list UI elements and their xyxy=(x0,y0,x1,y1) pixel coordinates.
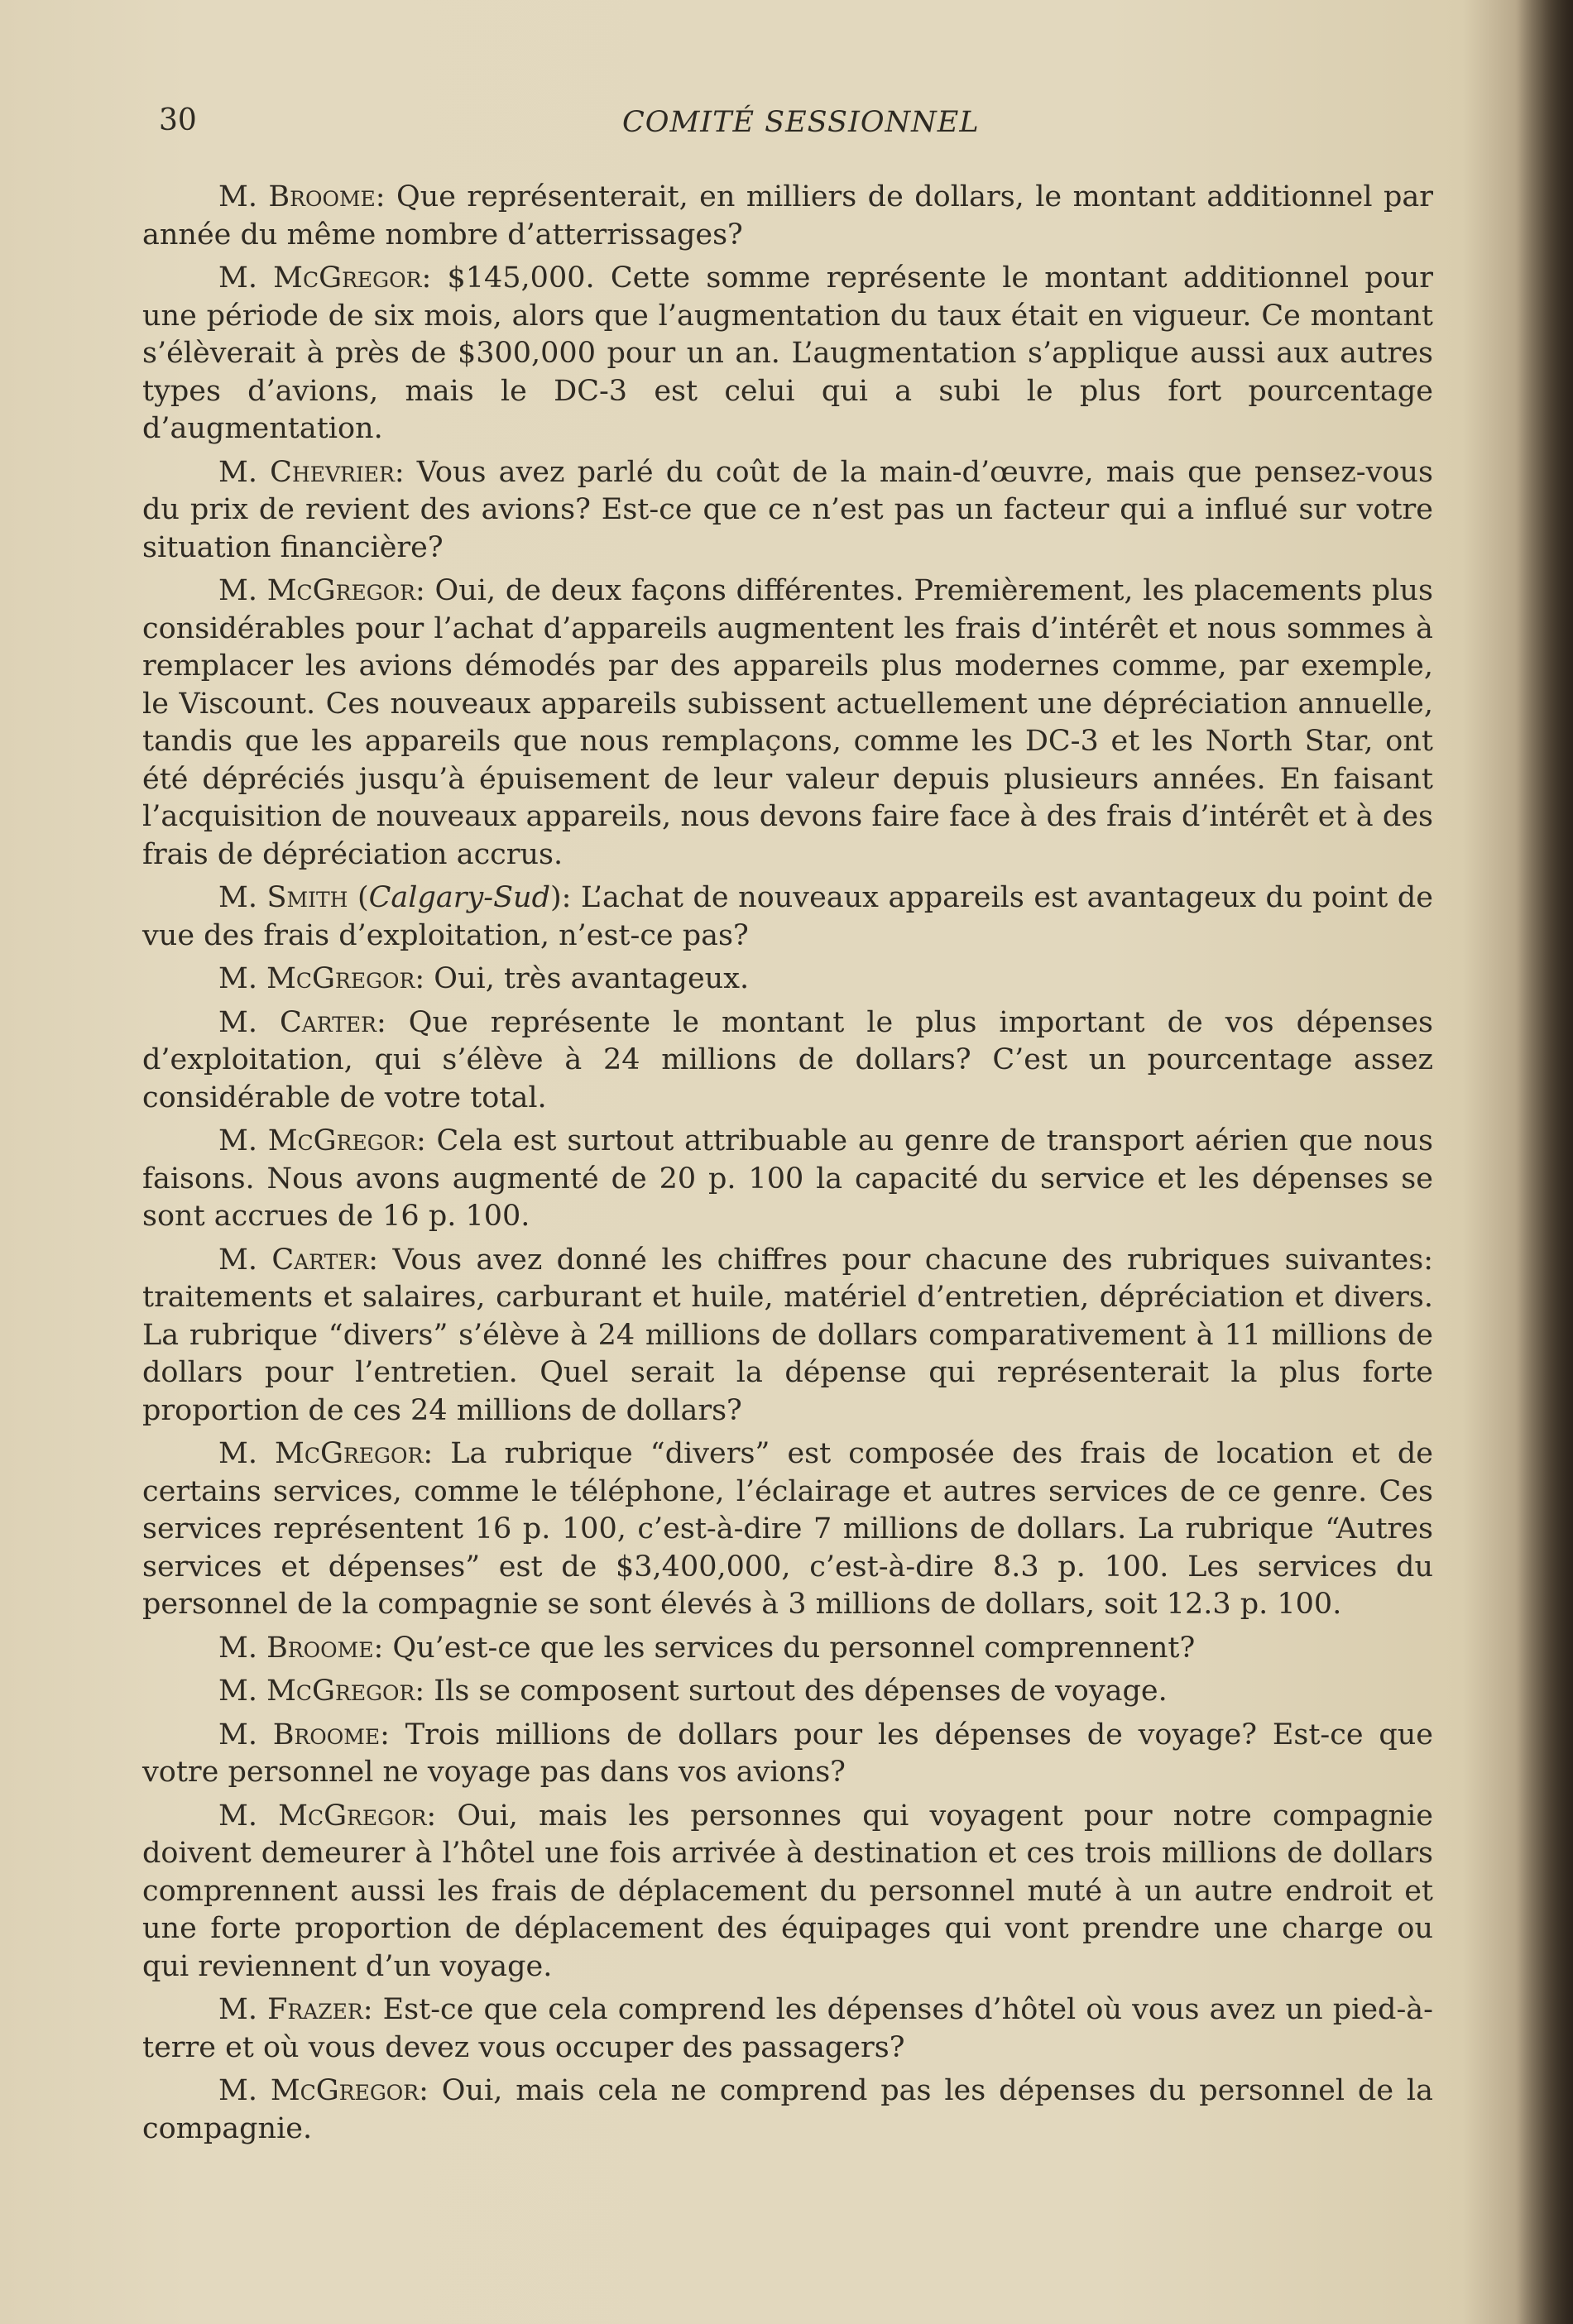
paragraph-text: Trois millions de dollars pour les dépenses de voyage? Est-ce que votre personnel ne voyage pas dans vos avions? xyxy=(142,1718,1433,1789)
paragraph-text: : L’achat de nouveaux appareils est avantageux du point de vue des frais d’exploitation, n’est-ce pas? xyxy=(142,881,1433,952)
paragraph xyxy=(142,1630,1433,1668)
paragraph-text: Vous avez donné les chiffres pour chacune des rubriques suivantes: traitements et salaires, carburant et huile, matériel d’entretien, dépréciation et divers. La rubrique “divers” s’élève à 24 millions de dollars comparativement à 11 millions de dollars pour l’entretien. Quel serait la dépense qui représenterait la plus forte proportion de ces 24 millions de dollars? xyxy=(142,1243,1433,1427)
speaker-name: M. Broome: xyxy=(218,180,386,213)
paragraph: M. Smith (Calgary-Sud): L’achat de nouveaux appareils est avantageux du point de vue des frais d’exploitation, n’est-ce pas? xyxy=(142,881,1433,952)
speaker-name: M. McGregor: xyxy=(218,261,432,295)
paragraph xyxy=(142,1991,1433,2067)
paragraph xyxy=(142,573,1433,874)
paragraph-text: Que représente le montant le plus important de vos dépenses d’exploitation, qui s’élève à 24 millions de dollars? C’est un pourcentage assez considérable de votre total. xyxy=(142,1005,1433,1114)
paragraph xyxy=(142,1798,1433,1986)
paragraph-text: Est-ce que cela comprend les dépenses d’hôtel où vous avez un pied-à-terre et où vous devez vous occuper des passagers? xyxy=(142,1993,1433,2064)
transcript-body xyxy=(142,179,1433,2154)
paragraph xyxy=(142,454,1433,568)
paragraph xyxy=(142,2072,1433,2148)
paragraph-text: Qu’est-ce que les services du personnel comprennent? xyxy=(383,1631,1196,1665)
speaker-riding: Calgary-Sud xyxy=(368,881,551,914)
speaker-name: M. McGregor: xyxy=(218,1799,437,1833)
paragraph-text: La rubrique “divers” est composée des frais de location et de certains services, comme le téléphone, l’éclairage et autres services de ce genre. Ces services représentent 16 p. 100, c’est-à-dire 7 millions de dollars. La rubrique “Autres services et dépenses” est de $3,400,000, c’est-à-dire 8.3 p. 100. Les services du personnel de la compagnie se sont élevés à 3 millions de dollars, soit 12.3 p. 100. xyxy=(142,1437,1433,1621)
speaker-name: M. McGregor: xyxy=(218,1437,434,1470)
paragraph xyxy=(142,1717,1433,1792)
paragraph-text: Que représenterait, en milliers de dollars, le montant additionnel par année du même nombre d’atterrissages? xyxy=(142,180,1434,252)
speaker-name: M. Smith xyxy=(218,881,348,914)
speaker-name: M. Chevrier: xyxy=(218,455,405,489)
paragraph xyxy=(142,1242,1433,1430)
paragraph-text: Vous avez parlé du coût de la main-d’œuvre, mais que pensez-vous du prix de revient des avions? Est-ce que ce n’est pas un facteur qui a influé sur votre situation financière? xyxy=(142,455,1433,564)
page-header xyxy=(159,104,1433,151)
paragraph xyxy=(142,1123,1433,1236)
paragraph xyxy=(142,179,1433,254)
page-number: 30 xyxy=(159,103,197,137)
speaker-name: M. McGregor: xyxy=(218,2074,429,2107)
paragraph-text: $145,000. Cette somme représente le montant additionnel pour une période de six mois, alors que l’augmentation du taux était en vigueur. Ce montant s’élèverait à près de $300,000 pour un an. L’augmentation s’applique aussi aux autres types d’avions, mais le DC-3 est celui qui a subi le plus fort pourcentage d’augmentation. xyxy=(142,261,1434,445)
paragraph xyxy=(142,961,1433,999)
paragraph-text: Ils se composent surtout des dépenses de voyage. xyxy=(424,1675,1168,1708)
speaker-name: M. McGregor: xyxy=(218,574,425,607)
paragraph-text: Oui, mais les personnes qui voyagent pour notre compagnie doivent demeurer à l’hôtel une fois arrivée à destination et ces trois millions de dollars comprennent aussi les frais de déplacement du personnel muté à un autre endroit et une forte proportion de déplacement des équipages qui vont prendre une charge ou qui reviennent d’un voyage. xyxy=(142,1799,1434,1983)
speaker-name: M. McGregor: xyxy=(218,1675,425,1708)
speaker-name: M. Frazer: xyxy=(218,1993,373,2026)
speaker-name: M. Carter: xyxy=(218,1005,386,1039)
speaker-name: M. Broome: xyxy=(218,1631,384,1665)
paragraph-text: Oui, de deux façons différentes. Premièrement, les placements plus considérables pour l’achat d’appareils augmentent les frais d’intérêt et nous sommes à remplacer les avions démodés par des appareils plus modernes comme, par exemple, le Viscount. Ces nouveaux appareils subissent actuellement une dépréciation annuelle, tandis que les appareils que nous remplaçons, comme les DC-3 et les North Star, ont été dépréciés jusqu’à épuisement de leur valeur depuis plusieurs années. En faisant l’acquisition de nouveaux appareils, nous devons faire face à des frais d’intérêt et à des frais de dépréciation accrus. xyxy=(142,574,1433,871)
paragraph xyxy=(142,1435,1433,1624)
speaker-name: M. Carter: xyxy=(218,1243,379,1277)
page-edge-shadow xyxy=(1515,0,1573,2324)
paragraph-text: Cela est surtout attribuable au genre de transport aérien que nous faisons. Nous avons augmenté de 20 p. 100 la capacité du service et les dépenses se sont accrues de 16 p. 100. xyxy=(142,1124,1433,1233)
speaker-name: M. McGregor: xyxy=(218,962,425,995)
paragraph xyxy=(142,1673,1433,1711)
paragraph xyxy=(142,1004,1433,1118)
speaker-name: M. Broome: xyxy=(218,1718,390,1751)
paragraph xyxy=(142,260,1433,448)
paragraph-text: Oui, mais cela ne comprend pas les dépenses du personnel de la compagnie. xyxy=(142,2074,1433,2145)
paragraph-text: Oui, très avantageux. xyxy=(424,962,750,995)
speaker-name: M. McGregor: xyxy=(218,1124,426,1157)
running-head: COMITÉ SESSIONNEL xyxy=(622,106,980,139)
